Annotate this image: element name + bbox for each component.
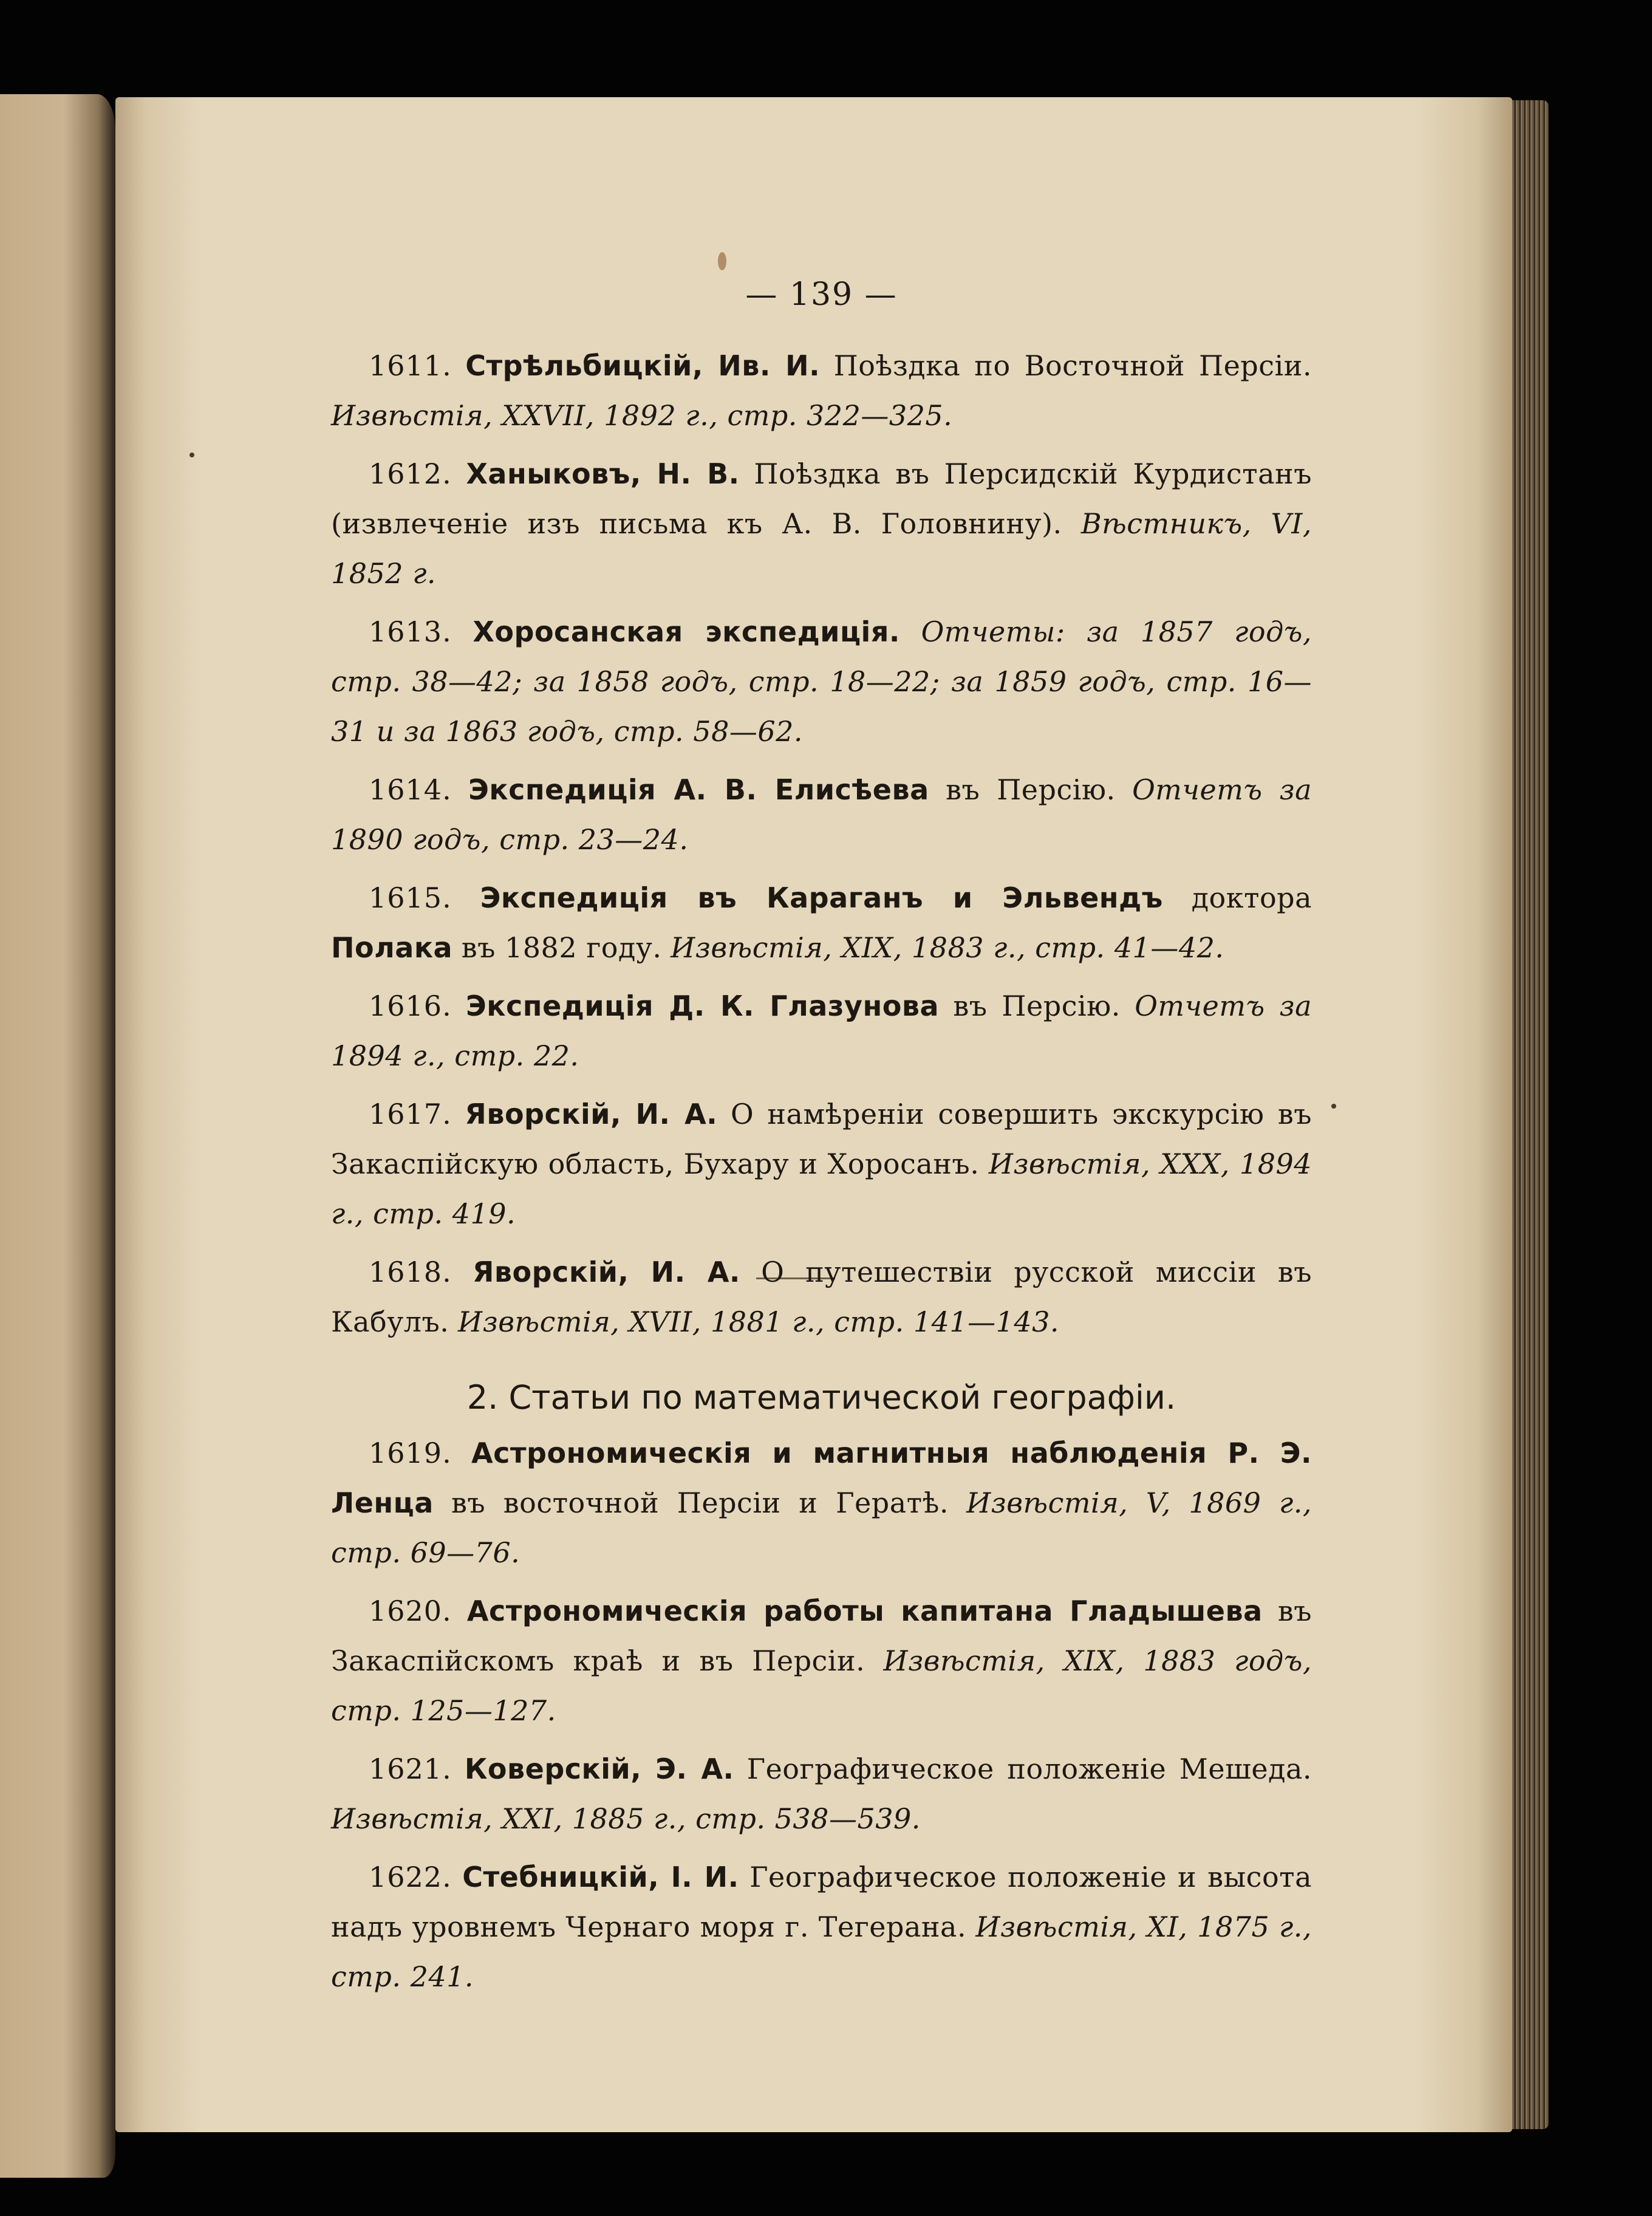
entry-title: Поѣздка по Восточной Персіи. xyxy=(833,349,1312,382)
entry-title: О путешествіи русской миссіи въ Кабулъ. xyxy=(331,1256,1312,1338)
entry-source: Извѣстія, V, 1869 г., стр. 69—76. xyxy=(331,1486,1312,1569)
speck xyxy=(1331,1104,1336,1109)
entry-title: въ 1882 году. xyxy=(461,931,662,964)
page-number: — 139 — xyxy=(745,276,898,313)
entry-author: Стебницкій, І. И. xyxy=(462,1861,739,1893)
bibliography-entry xyxy=(331,981,1312,1081)
left-page-edge xyxy=(0,94,115,2178)
bibliography-entry xyxy=(331,1247,1312,1347)
entry-subject: Экспедиція Д. К. Глазунова xyxy=(466,990,940,1022)
entry-number: 1614. xyxy=(369,773,452,806)
entry-title: въ Закаспійскомъ краѣ и въ Персіи. xyxy=(331,1595,1312,1677)
entry-subject-name: Полака xyxy=(331,931,453,964)
entry-subject: Астрономическія работы капитана Гладышева xyxy=(466,1595,1263,1627)
entry-title: въ Персію. xyxy=(946,773,1116,806)
entry-source: Извѣстія, XI, 1875 г., стр. 241. xyxy=(331,1910,1312,1993)
entry-number: 1619. xyxy=(369,1437,452,1469)
entry-title: Географическое положеніе Мешеда. xyxy=(746,1753,1312,1785)
ink-spot xyxy=(718,252,726,270)
bibliography-entry xyxy=(331,1089,1312,1239)
entry-title: О намѣреніи совершить экскурсію въ Закаспійскую область, Бухару и Хоросанъ. xyxy=(331,1098,1312,1180)
bibliography-entry xyxy=(331,765,1312,864)
entry-number: 1612. xyxy=(369,457,452,490)
entry-number: 1613. xyxy=(369,615,452,648)
bibliography-entry xyxy=(331,1586,1312,1736)
entry-author: Стрѣльбицкій, Ив. И. xyxy=(465,349,821,382)
bibliography-entry xyxy=(331,341,1312,440)
entry-author: Ханыковъ, Н. В. xyxy=(466,457,740,490)
entry-author: Яворскій, И. А. xyxy=(465,1098,718,1130)
entry-source: Извѣстія, XIX, 1883 годъ, стр. 125—127. xyxy=(331,1644,1312,1727)
entry-title: Географическое положеніе и высота надъ уровнемъ Чернаго моря г. Тегерана. xyxy=(331,1861,1312,1943)
entry-source: Отчетъ за 1894 г., стр. 22. xyxy=(331,990,1312,1072)
entry-subject: Астрономическія и магнитныя наблюденія Р. Э. Ленца xyxy=(331,1437,1312,1519)
bibliography-entry xyxy=(331,873,1312,973)
entry-title: въ Персію. xyxy=(953,990,1121,1022)
entry-author: Яворскій, И. А. xyxy=(472,1256,740,1288)
entry-title: Поѣздка въ Персидскій Курдистанъ (извлеченіе изъ письма къ А. В. Головнину). xyxy=(331,457,1312,540)
entry-number: 1621. xyxy=(369,1753,452,1785)
bibliography-entry xyxy=(331,1428,1312,1578)
entry-author: Коверскій, Э. А. xyxy=(464,1753,734,1785)
bibliography-entry xyxy=(331,1852,1312,2002)
bibliography-entry xyxy=(331,1744,1312,1844)
entry-number: 1618. xyxy=(369,1256,452,1288)
entry-subject: Экспедиція А. В. Елисѣева xyxy=(468,773,929,806)
page-edges xyxy=(1512,100,1549,2129)
speck xyxy=(189,453,194,457)
section-heading: 2. Статьи по математической географіи. xyxy=(466,1378,1176,1417)
entry-source: Отчеты: за 1857 годъ, стр. 38—42; за 1858 годъ, стр. 18—22; за 1859 годъ, стр. 16—31 и за 1863 годъ, стр. 58—62. xyxy=(331,615,1312,748)
entry-number: 1615. xyxy=(369,881,452,914)
entry-source: Извѣстія, XXVII, 1892 г., стр. 322—325. xyxy=(331,399,953,432)
entry-source: Извѣстія, XIX, 1883 г., стр. 41—42. xyxy=(671,931,1224,964)
entry-number: 1622. xyxy=(369,1861,452,1893)
text-block xyxy=(331,276,1312,2010)
entry-number: 1620. xyxy=(369,1595,452,1627)
entry-number: 1616. xyxy=(369,990,452,1022)
entry-subject: Хоросанская экспедиція. xyxy=(473,615,900,648)
entry-source: Извѣстія, XXX, 1894 г., стр. 419. xyxy=(331,1147,1312,1230)
entry-subject: Экспедиція въ Караганъ и Эльвендъ xyxy=(480,881,1163,914)
entry-source: Вѣстникъ, VI, 1852 г. xyxy=(331,507,1312,590)
entry-number: 1617. xyxy=(369,1098,452,1130)
entry-title: въ восточной Персіи и Гератѣ. xyxy=(451,1486,949,1519)
bibliography-entry xyxy=(331,607,1312,756)
entry-source: Извѣстія, XVII, 1881 г., стр. 141—143. xyxy=(458,1305,1060,1338)
entry-title-prefix: доктора xyxy=(1191,881,1312,914)
entry-source: Отчетъ за 1890 годъ, стр. 23—24. xyxy=(331,773,1312,856)
bibliography-entry xyxy=(331,449,1312,598)
entry-number: 1611. xyxy=(369,349,452,382)
entry-source: Извѣстія, XXI, 1885 г., стр. 538—539. xyxy=(331,1802,921,1835)
